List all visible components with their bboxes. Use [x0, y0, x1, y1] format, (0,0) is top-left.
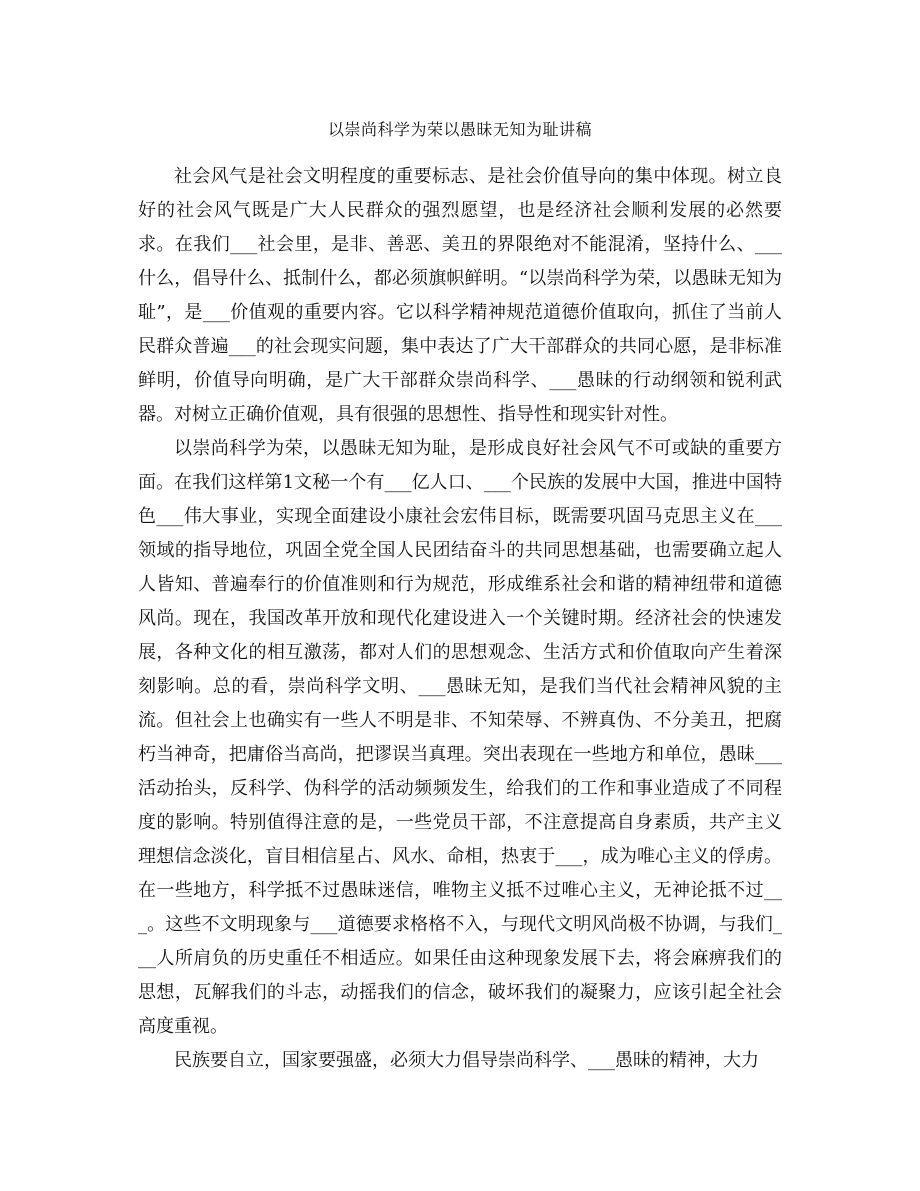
document-body [138, 160, 782, 1078]
paragraph-2: 以崇尚科学为荣，以愚昧无知为耻，是形成良好社会风气不可或缺的重要方面。在我们这样第1文秘一个有___亿人口、___个民族的发展中大国，推进中国特色___伟大事业，实现全面建设小康社会宏伟目标，既需要巩固马克思主义在___领域的指导地位，巩固全党全国人民团结奋斗的共同思想基础，也需要确立起人人皆知、普遍奉行的价值准则和行为规范，形成维系社会和谐的精神纽带和道德风尚。现在，我国改革开放和现代化建设进入一个关键时期。经济社会的快速发展，各种文化的相互激荡，都对人们的思想观念、生活方式和价值取向产生着深刻影响。总的看，崇尚科学文明、___愚昧无知，是我们当代社会精神风貌的主流。但社会上也确实有一些人不明是非、不知荣辱、不辨真伪、不分美丑，把腐朽当神奇，把庸俗当高尚，把谬误当真理。突出表现在一些地方和单位，愚昧___活动抬头，反科学、伪科学的活动频频发生，给我们的工作和事业造成了不同程度的影响。特别值得注意的是，一些党员干部，不注意提高自身素质，共产主义理想信念淡化，盲目相信星占、风水、命相，热衷于___，成为唯心主义的俘虏。在一些地方，科学抵不过愚昧迷信，唯物主义抵不过唯心主义，无神论抵不过___。这些不文明现象与___道德要求格格不入，与现代文明风尚极不协调，与我们___人所肩负的历史重任不相适应。如果任由这种现象发展下去，将会麻痹我们的思想，瓦解我们的斗志，动摇我们的信念，破坏我们的凝聚力，应该引起全社会高度重视。 [138, 438, 782, 1037]
paragraph-3: 民族要自立，国家要强盛，必须大力倡导崇尚科学、___愚昧的精神，大力 [174, 1050, 759, 1071]
paragraph-1: 社会风气是社会文明程度的重要标志、是社会价值导向的集中体现。树立良好的社会风气既是广大人民群众的强烈愿望，也是经济社会顺利发展的必然要求。在我们___社会里，是非、善恶、美丑的界限绝对不能混淆，坚持什么、___什么，倡导什么、抵制什么，都必须旗帜鲜明。“以崇尚科学为荣，以愚昧无知为耻”，是___价值观的重要内容。它以科学精神规范道德价值取向，抓住了当前人民群众普遍___的社会现实问题，集中表达了广大干部群众的共同心愿，是非标准鲜明，价值导向明确，是广大干部群众崇尚科学、___愚昧的行动纲领和锐利武器。对树立正确价值观，具有很强的思想性、指导性和现实针对性。 [138, 166, 782, 425]
document-title: 以崇尚科学为荣以愚昧无知为耻讲稿 [327, 120, 592, 139]
